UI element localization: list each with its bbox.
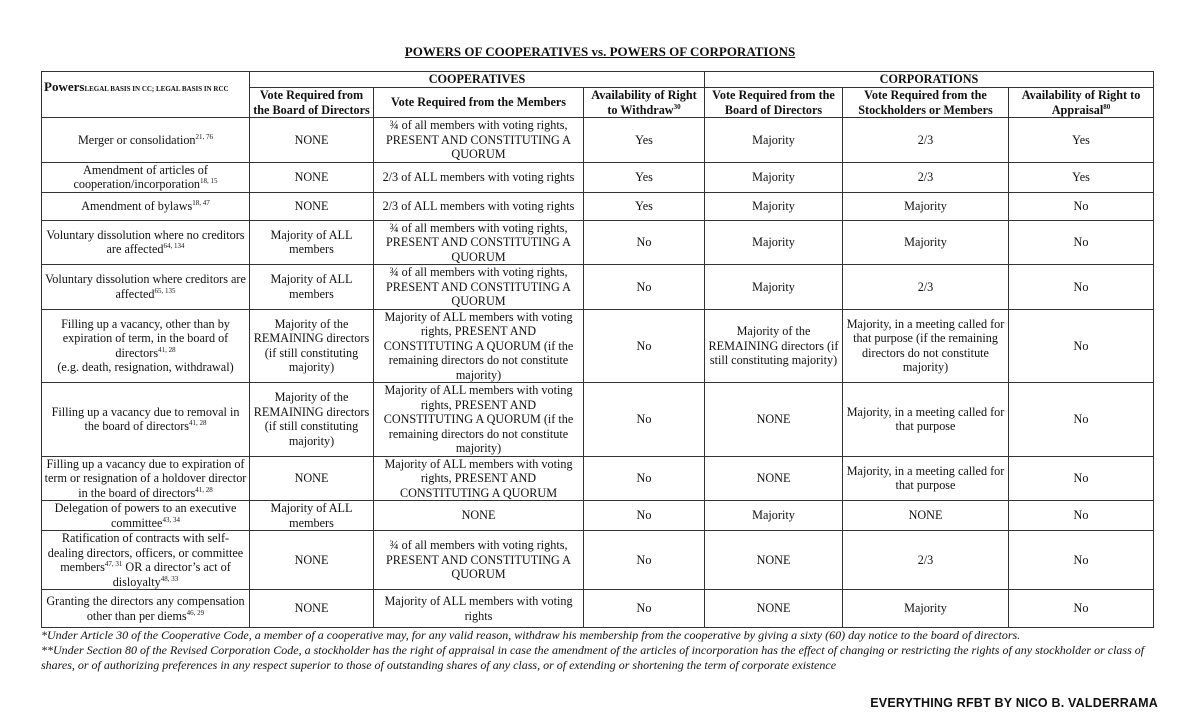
corp-stockholders-cell: Majority bbox=[843, 590, 1009, 628]
table-row bbox=[42, 162, 1154, 192]
coop-members-cell: 2/3 of ALL members with voting rights bbox=[374, 162, 584, 192]
coop-bod-cell: Majority of the REMAINING directors (if still constituting majority) bbox=[250, 383, 374, 457]
withdraw-cell: No bbox=[584, 501, 705, 531]
appraisal-cell: Yes bbox=[1009, 162, 1154, 192]
power-cell: Voluntary dissolution where creditors are affected$^{65, 135}$ bbox=[42, 265, 250, 310]
table-row bbox=[42, 501, 1154, 531]
coop-members-cell: 2/3 of ALL members with voting rights bbox=[374, 192, 584, 220]
coop-withdraw-header: Availability of Right to Withdraw$^{30}$ bbox=[584, 88, 705, 118]
appraisal-cell: No bbox=[1009, 383, 1154, 457]
coop-members-cell: Majority of ALL members with voting rights, PRESENT AND CONSTITUTING A QUORUM (if the remaining directors do not constitute majority) bbox=[374, 309, 584, 383]
corp-stockholders-cell: Majority, in a meeting called for that purpose bbox=[843, 383, 1009, 457]
appraisal-cell: No bbox=[1009, 531, 1154, 590]
coop-members-cell: Majority of ALL members with voting rights bbox=[374, 590, 584, 628]
table-row bbox=[42, 456, 1154, 501]
corp-bod-cell: Majority bbox=[705, 192, 843, 220]
coop-members-cell: ¾ of all members with voting rights, PRESENT AND CONSTITUTING A QUORUM bbox=[374, 265, 584, 310]
coop-members-cell: NONE bbox=[374, 501, 584, 531]
coop-bod-cell: NONE bbox=[250, 456, 374, 501]
coop-members-cell: ¾ of all members with voting rights, PRESENT AND CONSTITUTING A QUORUM bbox=[374, 118, 584, 163]
corp-stockholders-cell: Majority bbox=[843, 192, 1009, 220]
withdraw-cell: Yes bbox=[584, 118, 705, 163]
appraisal-cell: No bbox=[1009, 220, 1154, 265]
corp-bod-cell: NONE bbox=[705, 456, 843, 501]
corp-bod-cell: Majority bbox=[705, 501, 843, 531]
table-row bbox=[42, 220, 1154, 265]
appraisal-cell: No bbox=[1009, 501, 1154, 531]
table-row bbox=[42, 309, 1154, 383]
table-row bbox=[42, 383, 1154, 457]
withdraw-cell: No bbox=[584, 590, 705, 628]
withdraw-cell: No bbox=[584, 309, 705, 383]
appraisal-cell: No bbox=[1009, 265, 1154, 310]
coop-members-cell: ¾ of all members with voting rights, PRESENT AND CONSTITUTING A QUORUM bbox=[374, 220, 584, 265]
power-cell: Amendment of bylaws$^{18, 47}$ bbox=[42, 192, 250, 220]
corp-stockholders-cell: Majority, in a meeting called for that purpose (if the remaining directors do not constitute majority) bbox=[843, 309, 1009, 383]
corp-bod-cell: Majority bbox=[705, 220, 843, 265]
coop-members-cell: Majority of ALL members with voting rights, PRESENT AND CONSTITUTING A QUORUM bbox=[374, 456, 584, 501]
corp-bod-header: Vote Required from the Board of Directors bbox=[705, 88, 843, 118]
power-cell: Delegation of powers to an executive committee$^{43, 34}$ bbox=[42, 501, 250, 531]
corp-stockholders-cell: 2/3 bbox=[843, 118, 1009, 163]
corp-bod-cell: NONE bbox=[705, 383, 843, 457]
power-cell: Filling up a vacancy due to removal in the board of directors$^{41, 28}$ bbox=[42, 383, 250, 457]
corp-stockholders-cell: NONE bbox=[843, 501, 1009, 531]
corp-bod-cell: Majority bbox=[705, 162, 843, 192]
appraisal-cell: No bbox=[1009, 456, 1154, 501]
table-row bbox=[42, 531, 1154, 590]
corp-stockholders-cell: 2/3 bbox=[843, 162, 1009, 192]
corp-appraisal-header: Availability of Right to Appraisal$^{80}$ bbox=[1009, 88, 1154, 118]
coop-bod-cell: NONE bbox=[250, 590, 374, 628]
power-cell: Granting the directors any compensation other than per diems$^{46, 29}$ bbox=[42, 590, 250, 628]
withdraw-cell: No bbox=[584, 531, 705, 590]
author-credit: EVERYTHING RFBT BY NICO B. VALDERRAMA bbox=[870, 696, 1158, 710]
corp-stockholders-cell: 2/3 bbox=[843, 265, 1009, 310]
appraisal-cell: No bbox=[1009, 590, 1154, 628]
coop-members-cell: ¾ of all members with voting rights, PRESENT AND CONSTITUTING A QUORUM bbox=[374, 531, 584, 590]
power-cell: Filling up a vacancy due to expiration of term or resignation of a holdover director in the board of directors$^{41, 28}$ bbox=[42, 456, 250, 501]
power-cell: Ratification of contracts with self-dealing directors, officers, or committee members$^{47, 31}$ OR a director’s act of disloyalty$^{48, 33}$ bbox=[42, 531, 250, 590]
corp-stockholders-cell: Majority bbox=[843, 220, 1009, 265]
document-title: POWERS OF COOPERATIVES vs. POWERS OF CORPORATIONS bbox=[404, 44, 796, 59]
corp-bod-cell: Majority of the REMAINING directors (if still constituting majority) bbox=[705, 309, 843, 383]
footnotes bbox=[41, 628, 1161, 673]
coop-bod-cell: Majority of ALL members bbox=[250, 501, 374, 531]
table-row bbox=[42, 265, 1154, 310]
footnote-appraisal: **Under Section 80 of the Revised Corporation Code, a stockholder has the right of appraisal in case the amendment of the articles of incorporation has the effect of changing or restricting the rights of any stockholder or class of shares, or of authorizing preferences in any respect superior to those of outstanding shares of any class, or of extending or shortening the term of corporate existence bbox=[41, 643, 1145, 672]
withdraw-cell: No bbox=[584, 456, 705, 501]
corp-bod-cell: Majority bbox=[705, 118, 843, 163]
withdraw-cell: No bbox=[584, 383, 705, 457]
comparison-table bbox=[41, 71, 1154, 628]
appraisal-cell: No bbox=[1009, 192, 1154, 220]
power-cell: Voluntary dissolution where no creditors are affected$^{64, 134}$ bbox=[42, 220, 250, 265]
corp-bod-cell: NONE bbox=[705, 531, 843, 590]
table-body bbox=[42, 118, 1154, 628]
legal-basis-label: LEGAL BASIS IN CC; LEGAL BASIS IN RCC bbox=[84, 85, 229, 93]
power-cell: Amendment of articles of cooperation/incorporation$^{18, 15}$ bbox=[42, 162, 250, 192]
corp-stockholders-header: Vote Required from the Stockholders or Members bbox=[843, 88, 1009, 118]
coop-members-header: Vote Required from the Members bbox=[374, 88, 584, 118]
withdraw-cell: No bbox=[584, 220, 705, 265]
coop-members-cell: Majority of ALL members with voting rights, PRESENT AND CONSTITUTING A QUORUM (if the remaining directors do not constitute majority) bbox=[374, 383, 584, 457]
coop-bod-cell: Majority of ALL members bbox=[250, 220, 374, 265]
power-cell: Filling up a vacancy, other than by expiration of term, in the board of directors$^{41, 28}$ (e.g. death, resignation, withdrawal) bbox=[42, 309, 250, 383]
corp-bod-cell: Majority bbox=[705, 265, 843, 310]
coop-bod-cell: Majority of the REMAINING directors (if still constituting majority) bbox=[250, 309, 374, 383]
coop-bod-cell: NONE bbox=[250, 118, 374, 163]
withdraw-cell: Yes bbox=[584, 162, 705, 192]
coop-bod-cell: NONE bbox=[250, 192, 374, 220]
cooperatives-header: COOPERATIVES bbox=[250, 72, 705, 88]
table-row bbox=[42, 192, 1154, 220]
corp-bod-cell: NONE bbox=[705, 590, 843, 628]
corp-stockholders-cell: Majority, in a meeting called for that purpose bbox=[843, 456, 1009, 501]
appraisal-cell: No bbox=[1009, 309, 1154, 383]
corp-stockholders-cell: 2/3 bbox=[843, 531, 1009, 590]
coop-bod-header: Vote Required from the Board of Directors bbox=[250, 88, 374, 118]
appraisal-cell: Yes bbox=[1009, 118, 1154, 163]
withdraw-cell: No bbox=[584, 265, 705, 310]
powers-header: PowersLEGAL BASIS IN CC; LEGAL BASIS IN RCC bbox=[42, 72, 250, 118]
table-row bbox=[42, 590, 1154, 628]
coop-bod-cell: Majority of ALL members bbox=[250, 265, 374, 310]
corporations-header: CORPORATIONS bbox=[705, 72, 1154, 88]
coop-bod-cell: NONE bbox=[250, 531, 374, 590]
power-cell: Merger or consolidation$^{21, 76}$ bbox=[42, 118, 250, 163]
withdraw-cell: Yes bbox=[584, 192, 705, 220]
coop-bod-cell: NONE bbox=[250, 162, 374, 192]
table-row bbox=[42, 118, 1154, 163]
footnote-withdraw: *Under Article 30 of the Cooperative Code, a member of a cooperative may, for any valid reason, withdraw his membership from the cooperative by giving a sixty (60) day notice to the board of directors. bbox=[41, 628, 1021, 642]
